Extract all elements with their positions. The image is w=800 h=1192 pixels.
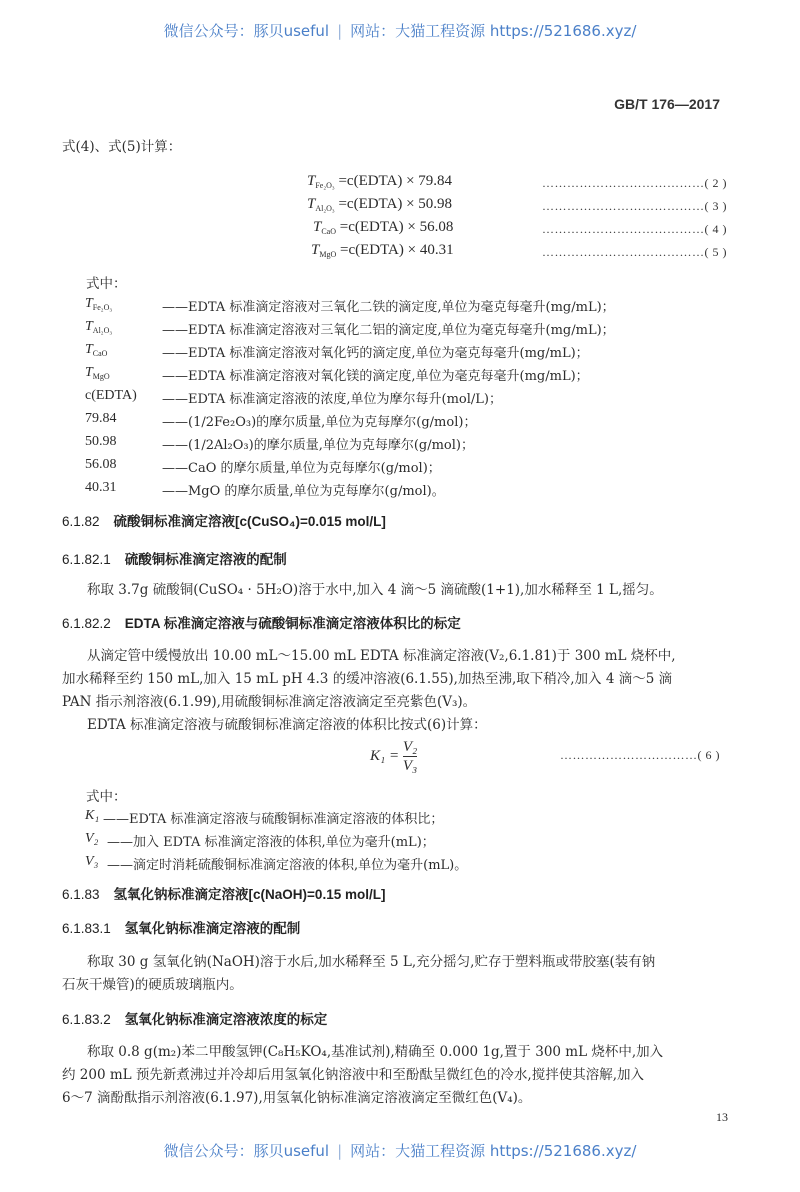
- def-symbol: c(EDTA): [85, 388, 137, 403]
- section-heading-6-1-82-1: 6.1.82.1 硫酸铜标准滴定溶液的配制: [62, 552, 287, 567]
- watermark-website: 网站：大猫工程资源 https://521686.xyz/: [350, 1142, 637, 1160]
- def-symbol: 40.31: [85, 480, 117, 495]
- paragraph-line: EDTA 标准滴定溶液与硫酸铜标准滴定溶液的体积比按式(6)计算：: [87, 717, 487, 733]
- equation-2-number: …………………………………( 2 ): [542, 176, 727, 190]
- watermark-bottom: [0, 1140, 800, 1161]
- section-heading-6-1-83-2: 6.1.83.2 氢氧化钠标准滴定溶液浓度的标定: [62, 1012, 328, 1027]
- def-text: ——滴定时消耗硫酸铜标准滴定溶液的体积,单位为毫升(mL)。: [107, 858, 468, 873]
- paragraph-line: 称取 0.8 g(m₂)苯二甲酸氢钾(C₈H₅KO₄,基准试剂),精确至 0.000 1g,置于 300 mL 烧杯中,加入: [87, 1044, 664, 1060]
- section-heading-6-1-83-1: 6.1.83.1 氢氧化钠标准滴定溶液的配制: [62, 921, 301, 936]
- paragraph-line: PAN 指示剂溶液(6.1.99),用硫酸铜标准滴定溶液滴定至亮紫色(V₃)。: [62, 694, 477, 710]
- section-heading-6-1-83: 6.1.83 氢氧化钠标准滴定溶液[c(NaOH)=0.15 mol/L]: [62, 887, 386, 902]
- paragraph-line: 石灰干燥管)的硬质玻璃瓶内。: [62, 977, 243, 993]
- equation-5-number: …………………………………( 5 ): [542, 245, 727, 259]
- def-text: ——EDTA 标准滴定溶液对三氧化二铁的滴定度,单位为毫克每毫升(mg/mL)；: [162, 300, 615, 315]
- def-symbol: 56.08: [85, 457, 117, 472]
- watermark-separator: |: [337, 1142, 343, 1160]
- def-text: ——EDTA 标准滴定溶液对氧化镁的滴定度,单位为毫克每毫升(mg/mL)；: [162, 369, 589, 384]
- def-symbol: V₃: [85, 854, 99, 869]
- equation-4-number: …………………………………( 4 ): [542, 222, 727, 236]
- equation-6-number: ……………………………( 6 ): [560, 748, 720, 762]
- def-text: ——EDTA 标准滴定溶液对氧化钙的滴定度,单位为毫克每毫升(mg/mL)；: [162, 346, 589, 361]
- equation-3-number: …………………………………( 3 ): [542, 199, 727, 213]
- def-text: ——EDTA 标准滴定溶液对三氧化二铝的滴定度,单位为毫克每毫升(mg/mL)；: [162, 323, 615, 338]
- where-label-b: 式中：: [86, 789, 127, 805]
- standard-code: GB/T 176—2017: [614, 96, 720, 112]
- def-text: ——(1/2Al₂O₃)的摩尔质量,单位为克每摩尔(g/mol)；: [162, 438, 474, 453]
- section-heading-6-1-82: 6.1.82 硫酸铜标准滴定溶液[c(CuSO₄)=0.015 mol/L]: [62, 514, 386, 529]
- paragraph-line: 加水稀释至约 150 mL,加入 15 mL pH 4.3 的缓冲溶液(6.1.55),加热至沸,取下稍冷,加入 4 滴～5 滴: [62, 671, 673, 687]
- paragraph-line: 约 200 mL 预先新煮沸过并冷却后用氢氧化钠溶液中和至酚酞呈微红色的冷水,搅拌使其溶解,加入: [62, 1067, 644, 1083]
- intro-line: 式(4)、式(5)计算：: [62, 139, 182, 155]
- equation-5: $T_{MgO}$ =c(EDTA) × 40.31: [311, 242, 454, 259]
- def-text: ——加入 EDTA 标准滴定溶液的体积,单位为毫升(mL)；: [107, 835, 435, 850]
- def-symbol: 79.84: [85, 411, 117, 426]
- paragraph-line: 从滴定管中缓慢放出 10.00 mL～15.00 mL EDTA 标准滴定溶液(V₂,6.1.81)于 300 mL 烧杯中,: [87, 648, 676, 664]
- def-symbol: $T_{Fe_2O_3}$: [85, 296, 113, 312]
- watermark-wechat: 微信公众号：豚贝useful: [163, 1142, 330, 1160]
- def-symbol: 50.98: [85, 434, 117, 449]
- equation-6: K₁ = $\frac{\text{V₂}}{\text{V₃}}$: [370, 739, 418, 774]
- page-number: 13: [716, 1110, 728, 1124]
- def-symbol: $T_{CaO}$: [85, 342, 108, 358]
- watermark-wechat: 微信公众号：豚贝useful: [163, 22, 330, 40]
- equation-3: $T_{Al_2O_3}$ =c(EDTA) × 50.98: [307, 196, 453, 213]
- where-label-a: 式中：: [86, 276, 127, 292]
- def-symbol: $T_{MgO}$: [85, 365, 110, 381]
- paragraph: 称取 3.7g 硫酸铜(CuSO₄ · 5H₂O)溶于水中,加入 4 滴～5 滴硫酸(1+1),加水稀释至 1 L,摇匀。: [87, 582, 663, 598]
- equation-2: $T_{Fe_2O_3}$ =c(EDTA) × 79.84: [307, 173, 453, 190]
- paragraph-line: 称取 30 g 氢氧化钠(NaOH)溶于水后,加水稀释至 5 L,充分摇匀,贮存于塑料瓶或带胶塞(装有钠: [87, 954, 656, 970]
- def-text: ——MgO 的摩尔质量,单位为克每摩尔(g/mol)。: [162, 484, 445, 499]
- fraction: $\frac{\text{V₂}}{\text{V₃}}$: [402, 739, 418, 774]
- paragraph-line: 6～7 滴酚酞指示剂溶液(6.1.97),用氢氧化钠标准滴定溶液滴定至微红色(V₄)。: [62, 1090, 532, 1106]
- def-symbol: $T_{Al_2O_3}$: [85, 319, 113, 335]
- def-text: ——CaO 的摩尔质量,单位为克每摩尔(g/mol)；: [162, 461, 441, 476]
- def-text: ——(1/2Fe₂O₃)的摩尔质量,单位为克每摩尔(g/mol)；: [162, 415, 477, 430]
- equation-4: $T_{CaO}$ =c(EDTA) × 56.08: [313, 219, 454, 236]
- watermark-separator: |: [337, 22, 343, 40]
- def-symbol: K₁: [85, 808, 100, 823]
- def-symbol: V₂: [85, 831, 99, 846]
- watermark-top: [0, 20, 800, 41]
- watermark-website: 网站：大猫工程资源 https://521686.xyz/: [350, 22, 637, 40]
- def-text: ——EDTA 标准滴定溶液与硫酸铜标准滴定溶液的体积比；: [103, 812, 444, 827]
- section-heading-6-1-82-2: 6.1.82.2 EDTA 标准滴定溶液与硫酸铜标准滴定溶液体积比的标定: [62, 616, 461, 631]
- def-text: ——EDTA 标准滴定溶液的浓度,单位为摩尔每升(mol/L)；: [162, 392, 502, 407]
